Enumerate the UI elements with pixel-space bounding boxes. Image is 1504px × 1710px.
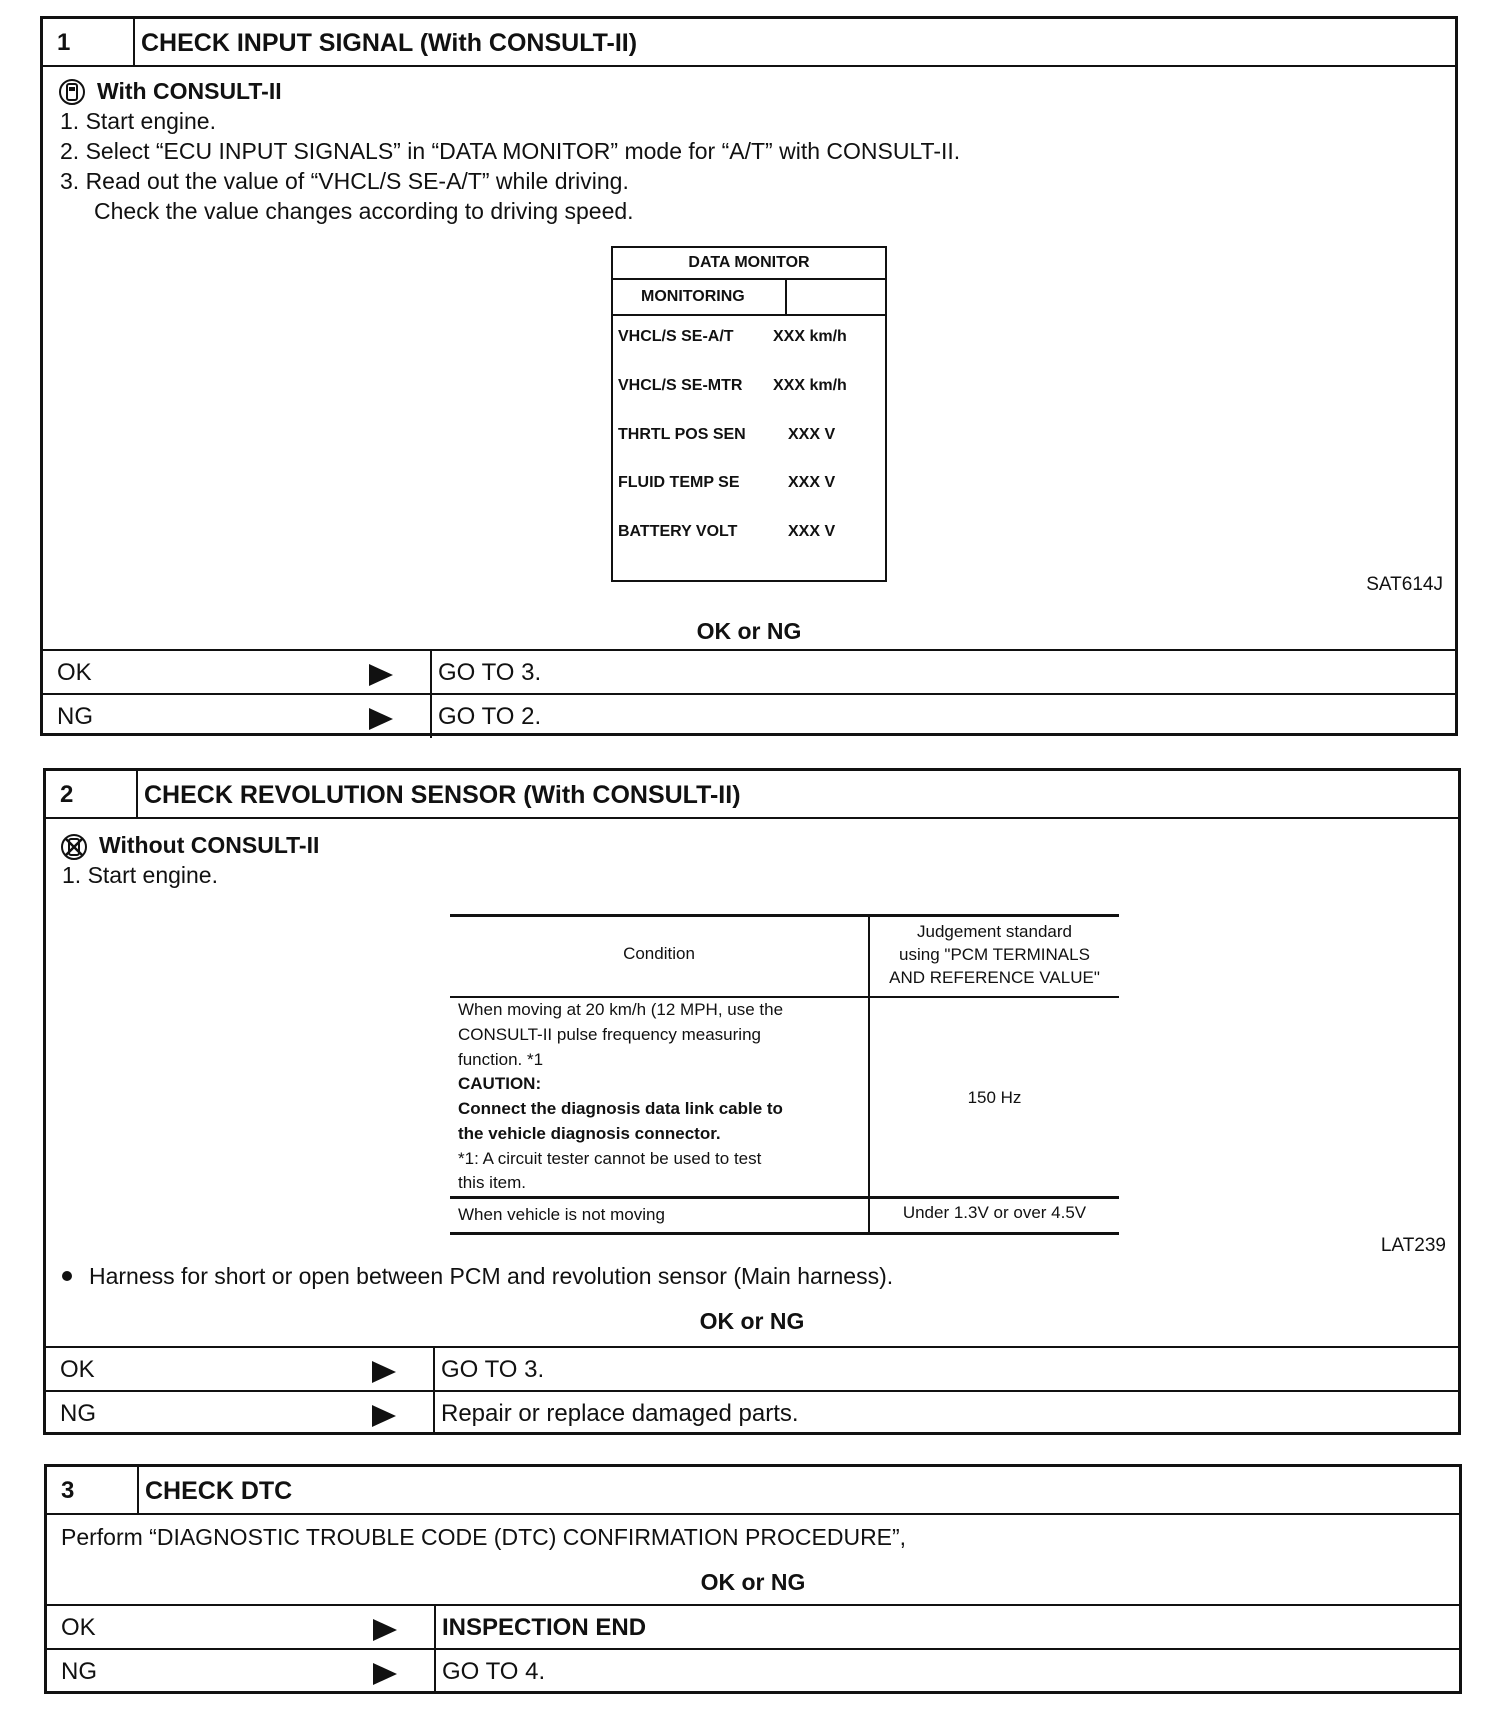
monitor-item: BATTERY VOLT (618, 523, 738, 540)
result-label: NG (57, 703, 93, 730)
step-2-result-ng (46, 1390, 1458, 1435)
arrow-right-icon (369, 664, 393, 686)
result-label: NG (60, 1400, 96, 1427)
step-2-instruction-1: 1. Start engine. (62, 862, 218, 888)
data-monitor-panel (611, 246, 887, 582)
condition-table (450, 914, 1119, 1235)
step-2-box (43, 768, 1461, 1435)
condition-header: Condition (623, 944, 695, 963)
no-consult-tool-icon (60, 833, 88, 861)
result-action: GO TO 2. (438, 703, 542, 730)
consult-tool-icon (58, 78, 86, 106)
figure-ref-lat239: LAT239 (1380, 1235, 1446, 1256)
result-label: NG (61, 1658, 97, 1685)
bullet-dot (62, 1271, 72, 1281)
judgement-header-line-3: AND REFERENCE VALUE" (889, 968, 1100, 987)
step-3-ok-ng-label: OK or NG (700, 1569, 806, 1595)
step-1-instruction-3: 3. Read out the value of “VHCL/S SE-A/T” while driving. (60, 168, 629, 194)
arrow-right-icon (372, 1361, 396, 1383)
step-1-number: 1 (57, 29, 71, 56)
result-label: OK (60, 1356, 95, 1383)
step-3-header (47, 1467, 1459, 1515)
step-1-result-ng (43, 693, 1455, 738)
figure-ref-sat614j: SAT614J (1366, 574, 1443, 595)
monitor-item: VHCL/S SE-MTR (618, 377, 743, 394)
judgement-row2-value: Under 1.3V or over 4.5V (902, 1203, 1087, 1222)
condition-row1-line: CONSULT-II pulse frequency measuring (458, 1025, 761, 1044)
step-2-number: 2 (60, 781, 74, 808)
condition-row1-line: function. *1 (458, 1050, 544, 1069)
monitor-value: XXX km/h (773, 377, 847, 394)
step-2-result-ok (46, 1346, 1458, 1391)
monitor-item: THRTL POS SEN (618, 426, 746, 443)
step-1-instruction-1: 1. Start engine. (60, 108, 216, 134)
step-3-box (44, 1464, 1462, 1694)
result-action: INSPECTION END (442, 1614, 647, 1641)
condition-note-line: *1: A circuit tester cannot be used to test (458, 1149, 762, 1168)
step-3-result-ok (47, 1604, 1459, 1649)
monitor-value: XXX V (788, 523, 836, 540)
condition-note-line: this item. (458, 1173, 527, 1192)
step-1-title: CHECK INPUT SIGNAL (With CONSULT-II) (141, 29, 638, 57)
condition-row1-line: When moving at 20 km/h (12 MPH, use the (458, 1000, 784, 1019)
monitor-value: XXX km/h (773, 328, 847, 345)
data-monitor-monitoring-label: MONITORING (641, 288, 745, 305)
result-action: GO TO 4. (442, 1658, 546, 1685)
step-1-instruction-2: 2. Select “ECU INPUT SIGNALS” in “DATA MONITOR” mode for “A/T” with CONSULT-II. (60, 138, 961, 164)
monitor-value: XXX V (788, 426, 836, 443)
step-2-title: CHECK REVOLUTION SENSOR (With CONSULT-II) (144, 781, 741, 809)
result-label: OK (61, 1614, 96, 1641)
result-action: GO TO 3. (438, 659, 542, 686)
judgement-header-line-1: Judgement standard (917, 922, 1072, 941)
step-2-mode-label: Without CONSULT-II (99, 832, 320, 858)
condition-caution-label: CAUTION: (458, 1074, 542, 1093)
condition-row2: When vehicle is not moving (458, 1205, 665, 1224)
step-1-header (43, 19, 1455, 67)
step-3-number: 3 (61, 1477, 75, 1504)
result-action: GO TO 3. (441, 1356, 545, 1383)
step-1-mode-label: With CONSULT-II (97, 78, 282, 104)
judgement-header-line-2: using "PCM TERMINALS (899, 945, 1090, 964)
monitor-item: FLUID TEMP SE (618, 474, 740, 491)
step-3-body: Perform “DIAGNOSTIC TROUBLE CODE (DTC) CONFIRMATION PROCEDURE”, (61, 1524, 907, 1550)
step-1-instruction-4: Check the value changes according to driving speed. (94, 198, 634, 224)
monitor-item: VHCL/S SE-A/T (618, 328, 734, 345)
monitor-value: XXX V (788, 474, 836, 491)
condition-caution-line: Connect the diagnosis data link cable to (458, 1099, 783, 1118)
judgement-row1-value: 150 Hz (967, 1088, 1022, 1107)
step-1-ok-ng-label: OK or NG (696, 618, 802, 644)
data-monitor-title: DATA MONITOR (688, 254, 810, 271)
arrow-right-icon (369, 708, 393, 730)
condition-caution-line: the vehicle diagnosis connector. (458, 1124, 721, 1143)
step-3-result-ng (47, 1648, 1459, 1693)
step-2-header (46, 771, 1458, 819)
arrow-right-icon (373, 1619, 397, 1641)
step-1-box (40, 16, 1458, 736)
result-action: Repair or replace damaged parts. (441, 1400, 799, 1427)
step-1-result-ok (43, 649, 1455, 694)
step-3-title: CHECK DTC (145, 1477, 293, 1505)
step-2-ok-ng-label: OK or NG (699, 1308, 805, 1334)
step-2-bullet-text: Harness for short or open between PCM and revolution sensor (Main harness). (89, 1263, 894, 1289)
result-label: OK (57, 659, 92, 686)
arrow-right-icon (373, 1663, 397, 1685)
arrow-right-icon (372, 1405, 396, 1427)
